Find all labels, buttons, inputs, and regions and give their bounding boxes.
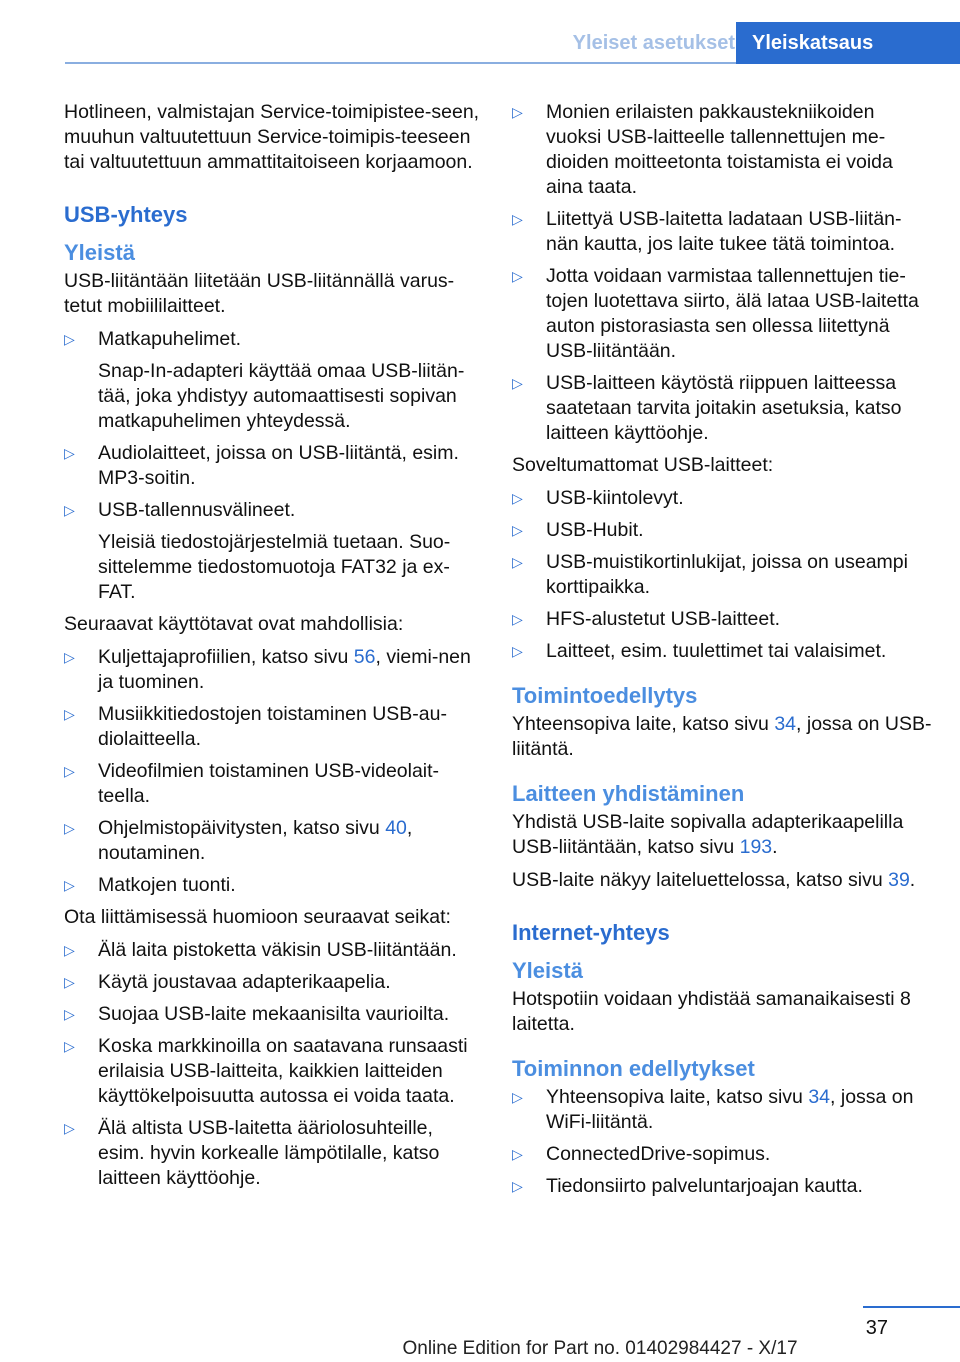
triangle-bullet-icon: ▷ — [512, 643, 523, 659]
list-item: ▷ USB-laitteen käytöstä riippuen laitteessa saatetaan tarvita joitakin asetuksia, katso laitteen käyttöohje. — [512, 372, 902, 444]
list-item: ▷ Suojaa USB-laite mekaanisilta vaurioilta. — [64, 1003, 450, 1025]
page-reference-link[interactable]: 39 — [888, 869, 910, 891]
list-item: ▷ USB-Hubit. — [512, 519, 644, 541]
list-item: ▷ Laitteet, esim. tuulettimet tai valaisimet. — [512, 640, 887, 662]
notes-intro: Ota liittämisessä huomioon seuraavat seikat: — [64, 906, 451, 928]
usb-heading: USB-yhteys — [64, 202, 188, 227]
list-item: ▷ ConnectedDrive-sopimus. — [512, 1143, 771, 1165]
intro-paragraph: Hotlineen, valmistajan Service-toimipistee-seen, muuhun valtuutettuun Service-toimipis-teeseen tai valtuutettuun ammattitaitoiseen korjaamoon. — [64, 101, 480, 173]
right-column — [512, 100, 932, 1206]
requirement-heading: Toimintoedellytys — [512, 683, 698, 708]
unsuitable-intro: Soveltumattomat USB-laitteet: — [512, 454, 774, 476]
connect-text-2: USB-laite näkyy laiteluettelossa, katso sivu 39. — [512, 869, 916, 891]
triangle-bullet-icon: ▷ — [64, 331, 75, 347]
list-item: ▷ Monien erilaisten pakkaustekniikoiden vuoksi USB-laitteelle tallennettujen me-dioiden moitteetonta toistamista ei voida aina taata. — [512, 101, 893, 198]
uses-list — [64, 645, 484, 898]
device-list — [64, 327, 484, 605]
triangle-bullet-icon: ▷ — [64, 706, 75, 722]
list-item: ▷ Kuljettajaprofiilien, katso sivu 56, viemi-nen ja tuominen. — [64, 646, 471, 693]
triangle-bullet-icon: ▷ — [512, 522, 523, 538]
internet-general-text: Hotspotiin voidaan yhdistää samanaikaisesti 8 laitetta. — [512, 988, 911, 1035]
internet-general-heading: Yleistä — [512, 958, 583, 983]
page-reference-link[interactable]: 34 — [774, 713, 797, 735]
triangle-bullet-icon: ▷ — [512, 268, 523, 284]
list-item: ▷ Älä laita pistoketta väkisin USB-liitäntään. — [64, 939, 457, 961]
list-item: ▷ Jotta voidaan varmistaa tallennettujen tie-tojen luotettava siirto, älä lataa USB-laitetta auton pistorasiasta sen ollessa liitettynä USB-liitäntään. — [512, 265, 919, 362]
internet-requirements-list — [512, 1085, 932, 1199]
list-item: ▷ HFS-alustetut USB-laitteet. — [512, 608, 781, 630]
triangle-bullet-icon: ▷ — [512, 490, 523, 506]
triangle-bullet-icon: ▷ — [512, 375, 523, 391]
list-item: ▷ Audiolaitteet, joissa on USB-liitäntä, esim. MP3-soitin. — [64, 442, 459, 489]
triangle-bullet-icon: ▷ — [512, 1178, 523, 1194]
triangle-bullet-icon: ▷ — [64, 502, 75, 518]
list-item: ▷ Älä altista USB-laitetta ääriolosuhteille, esim. hyvin korkealle lämpötilalle, katso laitteen käyttöohje. — [64, 1117, 440, 1189]
triangle-bullet-icon: ▷ — [512, 211, 523, 227]
page-reference-link[interactable]: 34 — [808, 1086, 831, 1108]
list-item: ▷ Musiikkitiedostojen toistaminen USB-au-diolaitteella. — [64, 703, 447, 750]
connect-text: Yhdistä USB-laite sopivalla adapterikaapelilla USB-liitäntään, katso sivu 193. — [512, 811, 904, 858]
list-item: ▷ USB-muistikortinlukijat, joissa on useampi korttipaikka. — [512, 551, 908, 598]
edition-footer: Online Edition for Part no. 01402984427 - X/17 — [402, 1338, 798, 1359]
triangle-bullet-icon: ▷ — [512, 1089, 523, 1105]
usb-general-heading: Yleistä — [64, 240, 135, 265]
usb-general-text: USB-liitäntään liitetään USB-liitännällä varus-tetut mobiililaitteet. — [64, 270, 455, 317]
list-item: ▷ Matkojen tuonti. — [64, 874, 236, 896]
triangle-bullet-icon: ▷ — [64, 1120, 75, 1136]
triangle-bullet-icon: ▷ — [512, 1146, 523, 1162]
triangle-bullet-icon: ▷ — [64, 820, 75, 836]
page-reference-link[interactable]: 193 — [739, 836, 773, 858]
page-number: 37 — [865, 1317, 888, 1339]
uses-intro: Seuraavat käyttötavat ovat mahdollisia: — [64, 613, 404, 635]
chapter-tab: Yleiskatsaus — [736, 22, 960, 64]
notes-list-continued — [512, 100, 932, 446]
footer-rule — [863, 1306, 960, 1308]
internet-heading: Internet-yhteys — [512, 920, 670, 945]
triangle-bullet-icon: ▷ — [512, 104, 523, 120]
triangle-bullet-icon: ▷ — [64, 1038, 75, 1054]
connect-heading: Laitteen yhdistäminen — [512, 781, 745, 806]
unsuitable-list — [512, 486, 932, 664]
list-item: ▷ Tiedonsiirto palveluntarjoajan kautta. — [512, 1175, 863, 1197]
internet-requirements-heading: Toiminnon edellytykset — [512, 1056, 755, 1081]
list-item: ▷ Yhteensopiva laite, katso sivu 34, jossa on WiFi-liitäntä. — [512, 1086, 914, 1133]
list-item: ▷ USB-tallennusvälineet. Yleisiä tiedostojärjestelmiä tuetaan. Suo-sittelemme tiedostomuotoja FAT32 ja ex-FAT. — [64, 499, 451, 603]
page-reference-link[interactable]: 40 — [385, 817, 407, 839]
list-item: ▷ USB-kiintolevyt. — [512, 487, 684, 509]
triangle-bullet-icon: ▷ — [64, 942, 75, 958]
triangle-bullet-icon: ▷ — [64, 445, 75, 461]
left-column — [64, 100, 484, 1198]
triangle-bullet-icon: ▷ — [512, 554, 523, 570]
list-item: ▷ Videofilmien toistaminen USB-videolait-teella. — [64, 760, 440, 807]
triangle-bullet-icon: ▷ — [64, 649, 75, 665]
list-item: ▷ Koska markkinoilla on saatavana runsaasti erilaisia USB-laitteita, kaikkien laitteiden käyttökelpoisuutta autossa ei voida taata. — [64, 1035, 468, 1107]
section-tab: Yleiset asetukset — [572, 32, 735, 54]
triangle-bullet-icon: ▷ — [512, 611, 523, 627]
triangle-bullet-icon: ▷ — [64, 1006, 75, 1022]
page-reference-link[interactable]: 56 — [353, 646, 376, 668]
requirement-text: Yhteensopiva laite, katso sivu 34, jossa on USB-liitäntä. — [512, 713, 932, 760]
list-item: ▷ Matkapuhelimet. Snap-In-adapteri käyttää omaa USB-liitän-tää, joka yhdistyy automaattisesti sopivan matkapuhelimen yhteydessä. — [64, 328, 465, 432]
list-item: ▷ Liitettyä USB-laitetta ladataan USB-liitän-nän kautta, jos laite tukee tätä toimintoa. — [512, 208, 902, 255]
triangle-bullet-icon: ▷ — [64, 763, 75, 779]
list-item: ▷ Ohjelmistopäivitysten, katso sivu 40, noutaminen. — [64, 817, 413, 864]
triangle-bullet-icon: ▷ — [64, 974, 75, 990]
notes-list — [64, 938, 484, 1191]
list-item: ▷ Käytä joustavaa adapterikaapelia. — [64, 971, 391, 993]
triangle-bullet-icon: ▷ — [64, 877, 75, 893]
